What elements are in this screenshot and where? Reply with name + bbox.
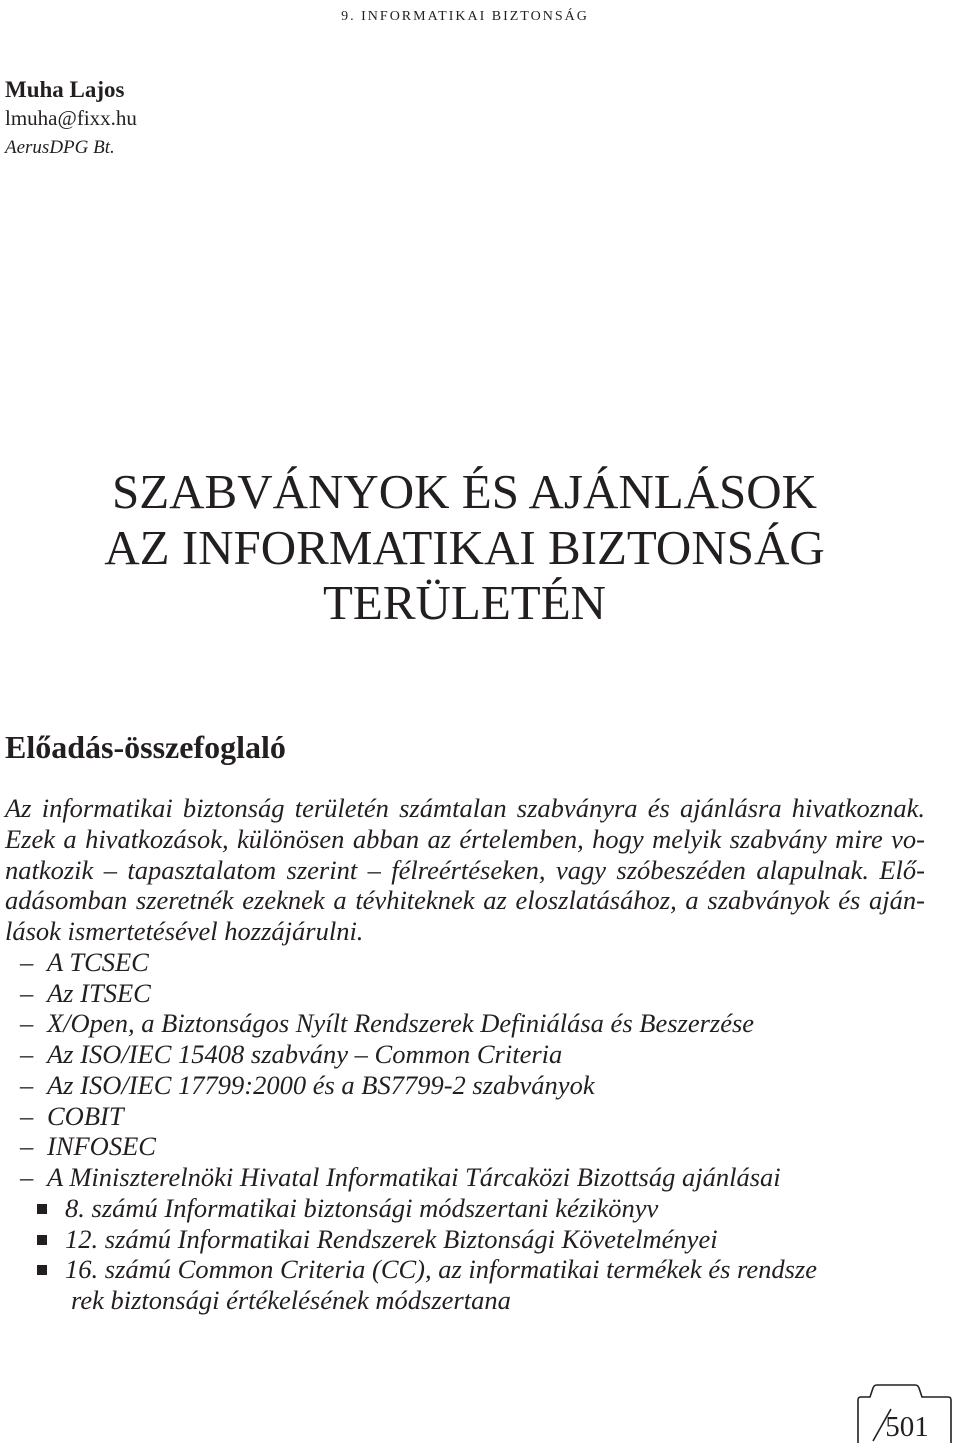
sub-list-item	[5, 1224, 925, 1255]
author-block	[5, 75, 137, 162]
title-line: TERÜLETÉN	[322, 575, 607, 630]
list-item	[5, 1101, 925, 1132]
author-email: lmuha@fixx.hu	[5, 106, 137, 130]
list-item	[5, 978, 925, 1009]
running-head: 9. INFORMATIKAI BIZTONSÁG	[341, 3, 589, 25]
abstract-paragraph-line: lások ismertetésével hozzájárulni.	[5, 916, 364, 946]
list-dash: –	[20, 946, 34, 977]
list-item-text: A Miniszterelnöki Hivatal Informatikai Tárcaközi Bizottság ajánlásai	[47, 1162, 781, 1192]
abstract-paragraph-line: Ezek a hivatkozások, különösen abban az értelemben, hogy melyik szabvány mire vo-	[5, 823, 925, 854]
list-item	[5, 1008, 925, 1039]
sub-list-item-text: 8. számú Informatikai biztonsági módszertani kézikönyv	[65, 1192, 659, 1223]
list-dash: –	[20, 1131, 34, 1162]
author-name: Muha Lajos	[5, 77, 125, 102]
list-item-text: X/Open, a Biztonságos Nyílt Rendszerek Definiálása és Beszerzése	[47, 1008, 755, 1039]
title-line: AZ INFORMATIKAI BIZTONSÁG	[104, 519, 825, 575]
sub-list-item-text: 16. számú Common Criteria (CC), az informatikai termékek és rendsze	[65, 1254, 818, 1285]
square-bullet-icon	[37, 1265, 47, 1275]
list-item-text: COBIT	[47, 1100, 124, 1131]
square-bullet-icon	[37, 1204, 47, 1214]
sub-list-item	[5, 1193, 925, 1224]
list-item-text: INFOSEC	[47, 1131, 156, 1162]
list-dash: –	[20, 1162, 34, 1192]
list-dash: –	[20, 1100, 34, 1131]
list-item	[5, 1070, 925, 1101]
abstract-paragraph-line: Az informatikai biztonság területén számtalan szabványra és ajánlásra hivatkoznak.	[5, 793, 925, 823]
abstract-body	[5, 793, 925, 1316]
title-line: SZABVÁNYOK ÉS AJÁNLÁSOK	[111, 464, 818, 519]
list-item	[5, 1162, 925, 1193]
list-item-text: A TCSEC	[47, 946, 149, 977]
abstract-heading: Előadás-összefoglaló	[5, 729, 286, 765]
page-number-badge	[855, 1383, 955, 1443]
sub-list-item	[5, 1254, 925, 1285]
list-item	[5, 947, 925, 978]
list-item-text: Az ITSEC	[47, 977, 151, 1008]
abstract-paragraph-line: adásomban szeretnék ezeknek a tévhiteknek az eloszlatásához, a szabványok és aján-	[5, 885, 925, 916]
author-affiliation: AerusDPG Bt.	[5, 137, 115, 158]
sub-list-item-text: 12. számú Informatikai Rendszerek Biztonsági Követelményei	[65, 1223, 718, 1254]
sub-list-item-continuation	[5, 1285, 925, 1316]
list-item-text: Az ISO/IEC 15408 szabvány – Common Criteria	[47, 1039, 563, 1069]
list-dash: –	[20, 977, 34, 1008]
list-dash: –	[20, 1069, 34, 1100]
list-dash: –	[20, 1039, 34, 1069]
list-dash: –	[20, 1008, 34, 1039]
list-item	[5, 1131, 925, 1162]
sub-list-item-text: rek biztonsági értékelésének módszertana	[71, 1285, 511, 1315]
article-title	[0, 464, 929, 631]
list-item	[5, 1039, 925, 1070]
abstract-paragraph-line: natkozik – tapasztalatom szerint – félreértéseken, vagy szóbeszéden alapulnak. Elő-	[5, 854, 925, 885]
page-number: 501	[885, 1411, 929, 1443]
square-bullet-icon	[37, 1235, 47, 1245]
list-item-text: Az ISO/IEC 17799:2000 és a BS7799-2 szabványok	[47, 1069, 595, 1100]
